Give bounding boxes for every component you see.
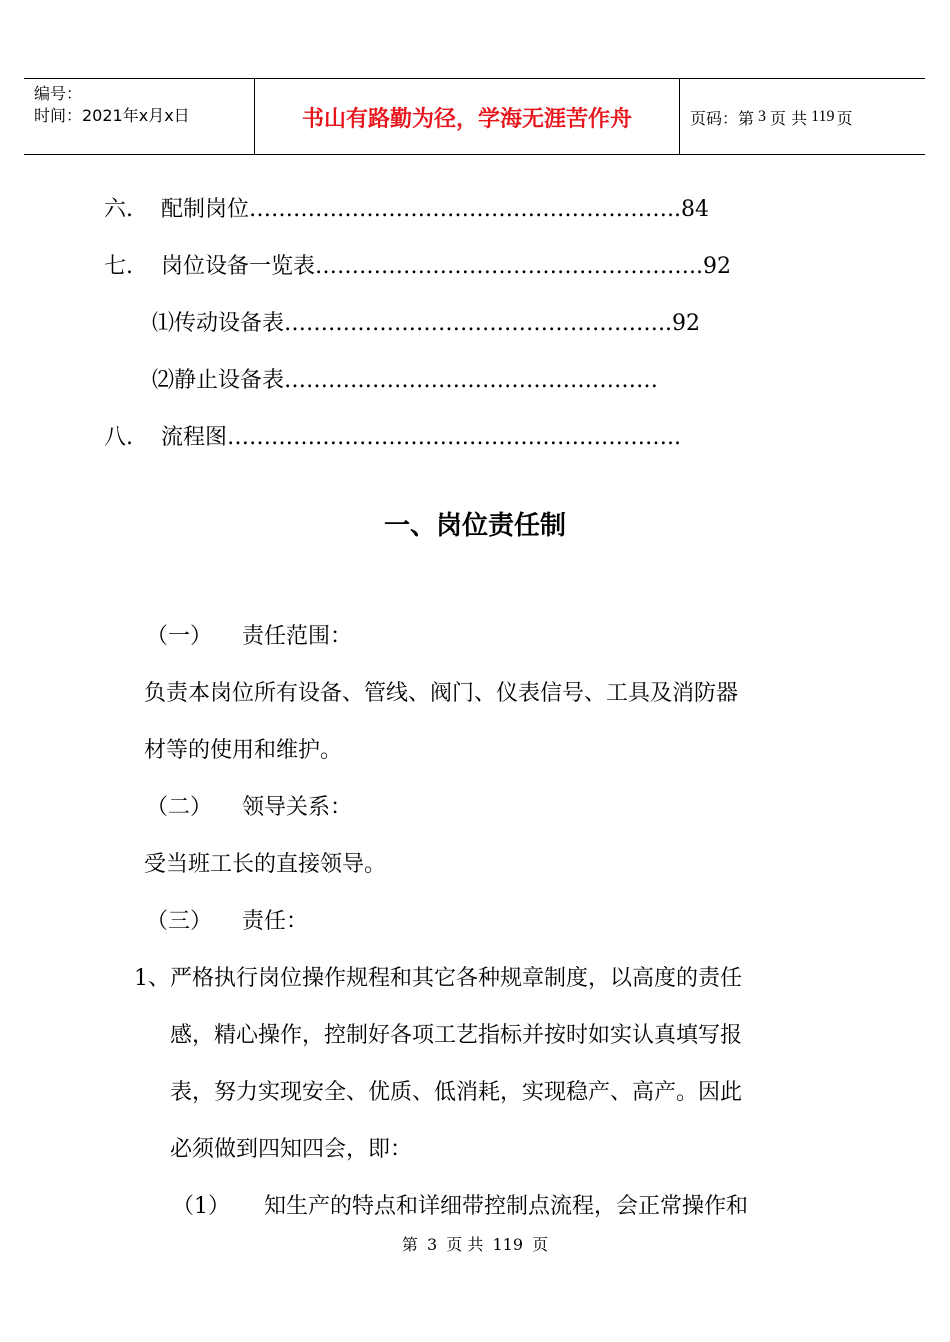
section-title: 一、岗位责任制 bbox=[383, 511, 566, 541]
toc-leader: …………………………………………….. bbox=[315, 254, 704, 279]
toc-leader: …………………………………………….. bbox=[284, 311, 673, 336]
heading-label: 责任范围： bbox=[242, 624, 353, 649]
paragraph-line: 必须做到四知四会，即： bbox=[170, 1137, 413, 1162]
toc-label: 静止设备表 bbox=[174, 368, 285, 393]
paragraph-line: 材等的使用和维护。 bbox=[144, 738, 343, 763]
header-left-block bbox=[34, 83, 190, 127]
header-divider-right bbox=[679, 79, 680, 155]
toc-item[interactable] bbox=[152, 366, 658, 396]
page-header bbox=[24, 78, 925, 155]
sub-item-text: 知生产的特点和详细带控制点流程，会正常操作和 bbox=[264, 1194, 749, 1219]
code-label: 编号： bbox=[34, 84, 83, 103]
toc-label: 传动设备表 bbox=[174, 311, 285, 336]
toc-num: ⑴ bbox=[152, 311, 175, 336]
footer-prefix: 第 bbox=[401, 1235, 418, 1254]
paragraph-line: 负责本岗位所有设备、管线、阀门、仪表信号、工具及消防器 bbox=[144, 681, 739, 706]
toc-label: 配制岗位 bbox=[161, 197, 250, 222]
toc-leader: …………………………………………… bbox=[284, 368, 659, 393]
item-num: 1、 bbox=[134, 966, 170, 991]
toc-page: 92 bbox=[672, 311, 701, 336]
toc-leader: …………………………………………………….. bbox=[227, 425, 682, 450]
sub-item-1 bbox=[172, 1192, 748, 1222]
heading-num: （一） bbox=[146, 624, 213, 649]
paragraph-line: 表，努力实现安全、优质、低消耗，实现稳产、高产。因此 bbox=[170, 1080, 743, 1105]
toc-page: 84 bbox=[681, 197, 710, 222]
heading-num: （三） bbox=[146, 909, 213, 934]
toc-item[interactable] bbox=[152, 309, 700, 339]
toc-num: 八. bbox=[104, 425, 133, 450]
page-current: 3 bbox=[758, 108, 767, 125]
footer-total: 119 bbox=[492, 1235, 523, 1254]
heading-label: 责任： bbox=[242, 909, 309, 934]
page-prefix: 页码：第 bbox=[690, 108, 755, 128]
time-label: 时间：2021年x月x日 bbox=[34, 106, 190, 125]
heading-label: 领导关系： bbox=[242, 795, 353, 820]
toc-item[interactable] bbox=[104, 423, 681, 453]
page-mid: 页 共 bbox=[770, 108, 808, 128]
toc-label: 岗位设备一览表 bbox=[161, 254, 316, 279]
toc-page: 92 bbox=[703, 254, 732, 279]
toc-label: 流程图 bbox=[161, 425, 228, 450]
header-motto: 书山有路勤为径，学海无涯苦作舟 bbox=[301, 106, 632, 132]
footer-current: 3 bbox=[426, 1235, 438, 1254]
heading-num: （二） bbox=[146, 795, 213, 820]
paragraph-line: 受当班工长的直接领导。 bbox=[144, 852, 387, 877]
toc-leader: ………………………………………………….. bbox=[249, 197, 682, 222]
footer-suffix: 页 bbox=[532, 1235, 549, 1254]
list-item-1 bbox=[134, 964, 742, 994]
page-total: 119 bbox=[811, 108, 835, 125]
section-heading-2 bbox=[146, 793, 352, 823]
item-text: 严格执行岗位操作规程和其它各种规章制度，以高度的责任 bbox=[170, 966, 743, 991]
toc-num: ⑵ bbox=[152, 368, 175, 393]
page-suffix: 页 bbox=[836, 108, 853, 128]
toc-item[interactable] bbox=[104, 195, 709, 225]
paragraph-line: 感，精心操作，控制好各项工艺指标并按时如实认真填写报 bbox=[170, 1023, 743, 1048]
toc-num: 六. bbox=[104, 197, 133, 222]
section-heading-3 bbox=[146, 907, 308, 937]
page-footer bbox=[0, 1232, 950, 1255]
toc-num: 七. bbox=[104, 254, 133, 279]
sub-item-num: （1） bbox=[172, 1194, 230, 1219]
toc-item[interactable] bbox=[104, 252, 731, 282]
section-heading-1 bbox=[146, 622, 352, 652]
footer-mid: 页 共 bbox=[446, 1235, 484, 1254]
header-page-info bbox=[690, 79, 853, 155]
